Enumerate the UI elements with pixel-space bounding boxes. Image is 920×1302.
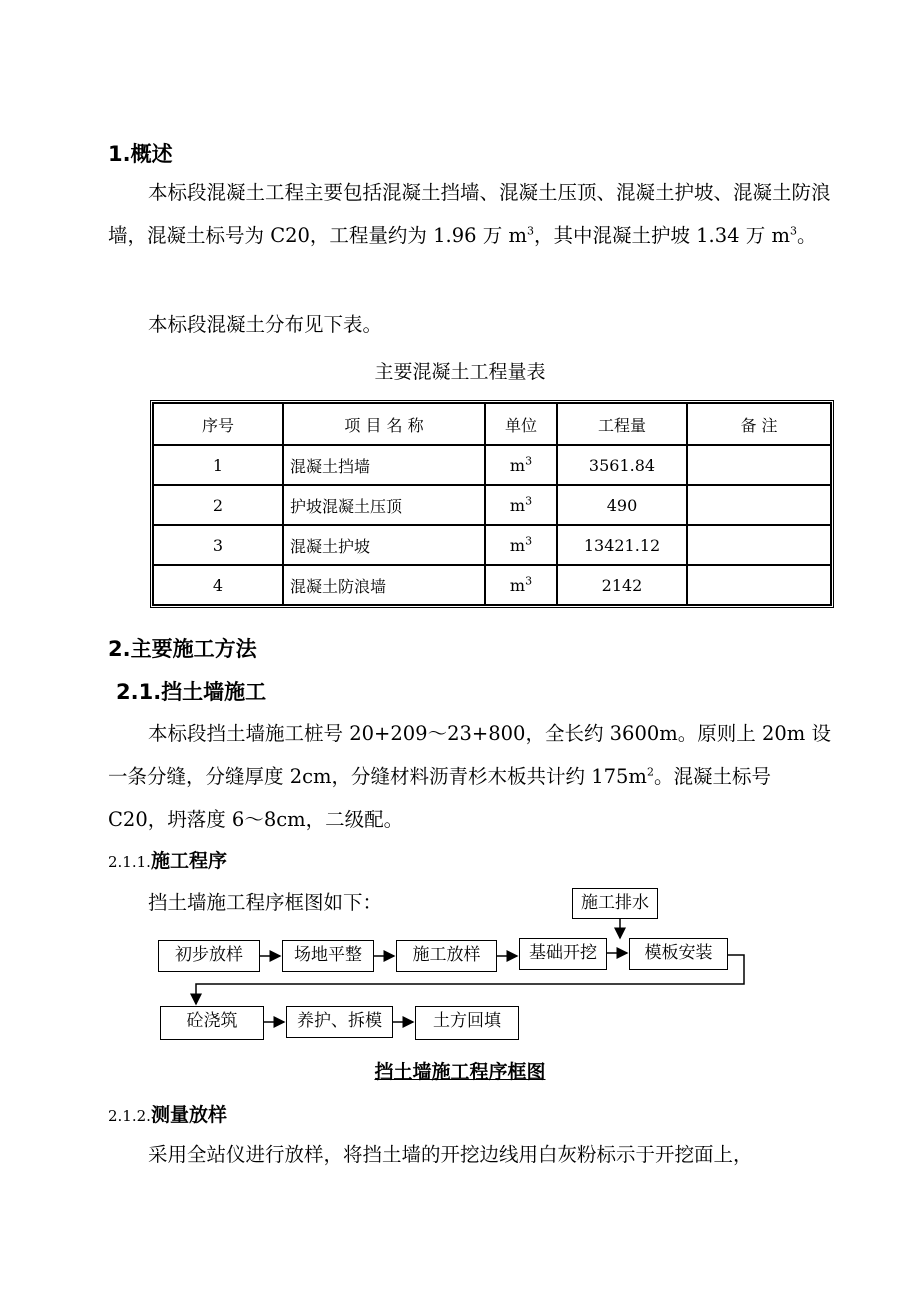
header-cell-no: 序号 bbox=[153, 403, 283, 445]
overview-text-part1: 本标段混凝土工程主要包括混凝土挡墙、混凝土压顶、混凝土护坡、混凝土防浪墙，混凝土标号为 C20，工程量约为 1.96 万 m bbox=[108, 181, 831, 247]
table-row bbox=[153, 565, 831, 605]
unit-superscript: 3 bbox=[525, 574, 533, 588]
quantity-table bbox=[150, 400, 834, 608]
cell-unit bbox=[485, 565, 557, 605]
cell-no: 2 bbox=[153, 485, 283, 525]
survey-text: 采用全站仪进行放样，将挡土墙的开挖边线用白灰粉标示于开挖面上， bbox=[148, 1143, 753, 1166]
header-cell-unit: 单位 bbox=[485, 403, 557, 445]
cell-unit bbox=[485, 485, 557, 525]
cell-name: 混凝土挡墙 bbox=[283, 445, 485, 485]
cell-note bbox=[687, 565, 831, 605]
superscript: 2 bbox=[646, 765, 654, 779]
cell-qty: 490 bbox=[557, 485, 687, 525]
cell-qty: 3561.84 bbox=[557, 445, 687, 485]
heading-title: 测量放样 bbox=[150, 1104, 227, 1126]
table-intro-text: 本标段混凝土分布见下表。 bbox=[148, 313, 383, 336]
table-row bbox=[153, 445, 831, 485]
section-heading-methods: 2.主要施工方法 bbox=[108, 637, 257, 661]
cell-qty: 13421.12 bbox=[557, 525, 687, 565]
flow-caption-text: 挡土墙施工程序框图 bbox=[374, 1061, 546, 1083]
flow-box-site-leveling: 场地平整 bbox=[282, 940, 374, 972]
cell-no: 1 bbox=[153, 445, 283, 485]
procedure-intro bbox=[108, 883, 832, 923]
table-intro-paragraph bbox=[108, 303, 832, 346]
table-caption: 主要混凝土工程量表 bbox=[374, 361, 546, 383]
unit-text: m bbox=[509, 495, 526, 515]
header-cell-name: 项 目 名 称 bbox=[283, 403, 485, 445]
table-row bbox=[153, 525, 831, 565]
heading-title: 施工程序 bbox=[150, 850, 227, 872]
overview-text-part2: ，其中混凝土护坡 1.34 万 m bbox=[533, 224, 790, 247]
cell-no: 3 bbox=[153, 525, 283, 565]
flow-box-formwork: 模板安装 bbox=[629, 938, 728, 970]
cell-unit bbox=[485, 445, 557, 485]
cell-qty: 2142 bbox=[557, 565, 687, 605]
procedure-intro-text: 挡土墙施工程序框图如下： bbox=[148, 891, 383, 914]
superscript: 3 bbox=[789, 224, 797, 238]
table-row bbox=[153, 485, 831, 525]
heading-number: 2.1.2. bbox=[108, 1107, 151, 1125]
retaining-wall-text-part2: 。混凝土标号 C20，坍落度 6～8cm，二级配。 bbox=[108, 765, 771, 831]
overview-text-part3: 。 bbox=[796, 224, 817, 247]
retaining-wall-paragraph bbox=[108, 712, 832, 841]
subsubsection-heading-survey bbox=[108, 1100, 227, 1127]
unit-text: m bbox=[509, 575, 526, 595]
subsection-heading-retaining-wall: 2.1.挡土墙施工 bbox=[116, 680, 267, 704]
cell-note bbox=[687, 525, 831, 565]
cell-unit bbox=[485, 525, 557, 565]
section-heading-overview: 1.概述 bbox=[108, 142, 173, 166]
header-cell-note: 备 注 bbox=[687, 403, 831, 445]
heading-number: 2.1.1. bbox=[108, 853, 151, 871]
overview-paragraph bbox=[108, 171, 832, 257]
cell-name: 混凝土防浪墙 bbox=[283, 565, 485, 605]
flow-box-initial-layout: 初步放样 bbox=[158, 940, 260, 972]
cell-name: 护坡混凝土压顶 bbox=[283, 485, 485, 525]
flow-box-construction-layout: 施工放样 bbox=[396, 940, 497, 972]
header-cell-qty: 工程量 bbox=[557, 403, 687, 445]
table-header-row bbox=[153, 403, 831, 445]
cell-name: 混凝土护坡 bbox=[283, 525, 485, 565]
cell-no: 4 bbox=[153, 565, 283, 605]
flow-caption bbox=[0, 1057, 920, 1084]
cell-note bbox=[687, 485, 831, 525]
flow-box-curing: 养护、拆模 bbox=[286, 1006, 393, 1038]
unit-superscript: 3 bbox=[525, 494, 533, 508]
flow-box-concrete-pouring: 砼浇筑 bbox=[160, 1006, 264, 1040]
flow-box-backfill: 土方回填 bbox=[415, 1006, 519, 1040]
cell-note bbox=[687, 445, 831, 485]
unit-text: m bbox=[509, 535, 526, 555]
unit-text: m bbox=[509, 455, 526, 475]
flow-box-foundation-excavation: 基础开挖 bbox=[519, 938, 607, 970]
unit-superscript: 3 bbox=[525, 454, 533, 468]
survey-paragraph bbox=[108, 1133, 832, 1176]
flow-box-drainage: 施工排水 bbox=[572, 888, 658, 919]
subsubsection-heading-procedure bbox=[108, 846, 227, 873]
superscript: 3 bbox=[526, 224, 534, 238]
retaining-wall-text-part1: 本标段挡土墙施工桩号 20+209～23+800，全长约 3600m。原则上 20m 设一条分缝，分缝厚度 2cm，分缝材料沥青杉木板共计约 175m bbox=[108, 722, 831, 788]
unit-superscript: 3 bbox=[525, 534, 533, 548]
